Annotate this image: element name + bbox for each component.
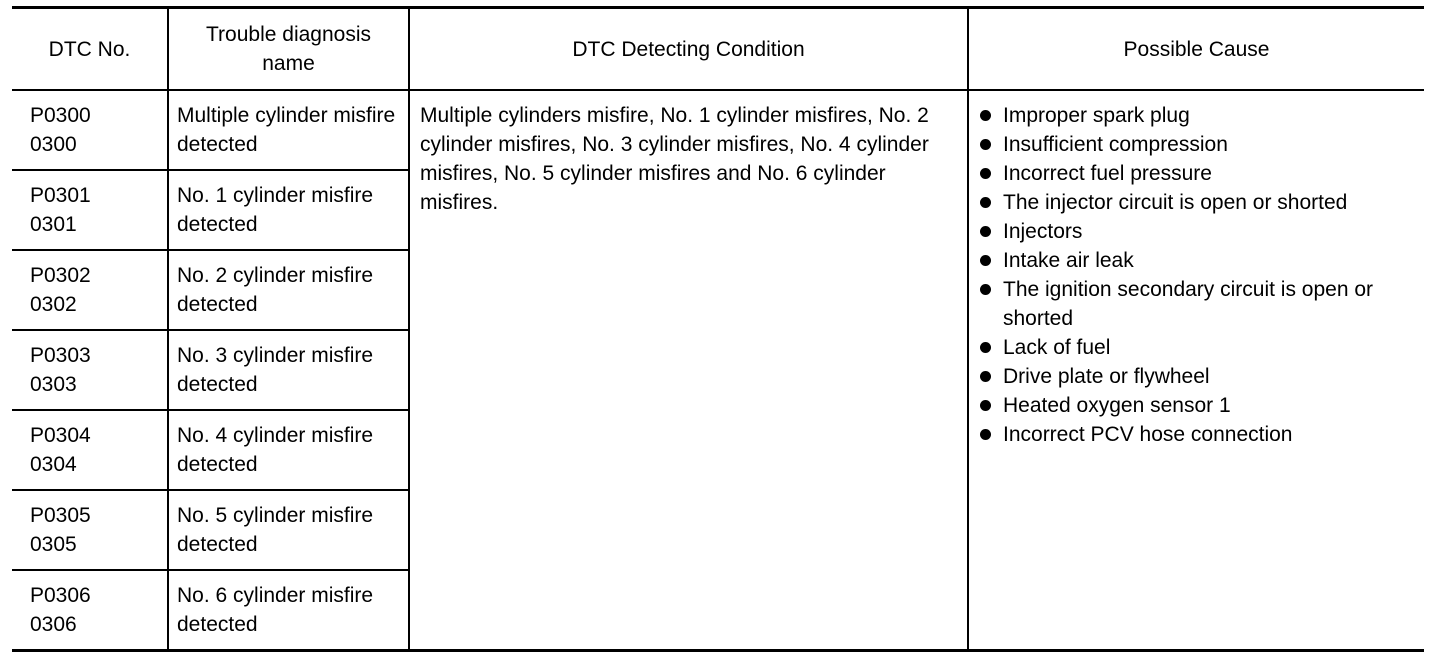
table-header-row [12,8,1424,91]
dtc-number: P0300 [30,104,91,127]
header-trouble-diagnosis-name-text: Trouble diagnosis name [206,23,371,75]
detecting-condition-text: Multiple cylinders misfire, No. 1 cylinder misfires, No. 2 cylinder misfires, No. 3 cylinder misfires, No. 4 cylinder misfires, No. 5 cylinder misfires and No. 6 cylinder misfires. [420,104,929,214]
bullet-icon [980,168,991,179]
trouble-name-cell: No. 6 cylinder misfire detected [168,570,409,651]
cause-text: Incorrect PCV hose connection [1003,423,1293,446]
possible-cause-cell [968,90,1424,651]
list-item [977,391,1414,420]
dtc-cell [12,490,168,570]
trouble-name-cell: No. 3 cylinder misfire detected [168,330,409,410]
bullet-icon [980,342,991,353]
bullet-icon [980,139,991,150]
detecting-condition-cell [409,90,968,651]
dtc-code: 0301 [30,213,77,236]
dtc-table [12,6,1424,652]
bullet-icon [980,400,991,411]
dtc-code: 0300 [30,133,77,156]
cause-text: Injectors [1003,220,1083,243]
cause-text: Lack of fuel [1003,336,1111,359]
header-possible-cause: Possible Cause [968,8,1424,91]
dtc-code: 0302 [30,293,77,316]
list-item [977,217,1414,246]
dtc-code: 0303 [30,373,77,396]
dtc-number: P0306 [30,584,91,607]
bullet-icon [980,197,991,208]
trouble-name-cell: No. 2 cylinder misfire detected [168,250,409,330]
list-item [977,362,1414,391]
cause-text: Intake air leak [1003,249,1134,272]
cause-text: Heated oxygen sensor 1 [1003,394,1231,417]
table-row [12,90,1424,170]
trouble-name-cell: No. 5 cylinder misfire detected [168,490,409,570]
list-item [977,246,1414,275]
header-dtc-detecting-condition: DTC Detecting Condition [409,8,968,91]
list-item [977,101,1414,130]
trouble-name-cell: Multiple cylinder misfire detected [168,90,409,170]
cause-text: Incorrect fuel pressure [1003,162,1212,185]
possible-cause-list [977,101,1414,449]
list-item [977,188,1414,217]
bullet-icon [980,255,991,266]
header-dtc-no: DTC No. [12,8,168,91]
dtc-cell [12,410,168,490]
dtc-cell [12,170,168,250]
dtc-number: P0303 [30,344,91,367]
cause-text: The ignition secondary circuit is open or shorted [1003,278,1374,330]
list-item [977,275,1414,333]
dtc-cell [12,570,168,651]
dtc-number: P0301 [30,184,91,207]
dtc-code: 0306 [30,613,77,636]
dtc-cell [12,90,168,170]
dtc-number: P0302 [30,264,91,287]
bullet-icon [980,226,991,237]
list-item [977,420,1414,449]
dtc-number: P0305 [30,504,91,527]
list-item [977,333,1414,362]
cause-text: Drive plate or flywheel [1003,365,1210,388]
cause-text: Insufficient compression [1003,133,1228,156]
cause-text: Improper spark plug [1003,104,1190,127]
bullet-icon [980,429,991,440]
list-item [977,130,1414,159]
trouble-name-cell: No. 4 cylinder misfire detected [168,410,409,490]
dtc-cell [12,330,168,410]
trouble-name-cell: No. 1 cylinder misfire detected [168,170,409,250]
header-trouble-diagnosis-name [168,8,409,91]
dtc-code: 0305 [30,533,77,556]
dtc-code: 0304 [30,453,77,476]
bullet-icon [980,284,991,295]
list-item [977,159,1414,188]
dtc-number: P0304 [30,424,91,447]
cause-text: The injector circuit is open or shorted [1003,191,1348,214]
bullet-icon [980,110,991,121]
dtc-cell [12,250,168,330]
bullet-icon [980,371,991,382]
